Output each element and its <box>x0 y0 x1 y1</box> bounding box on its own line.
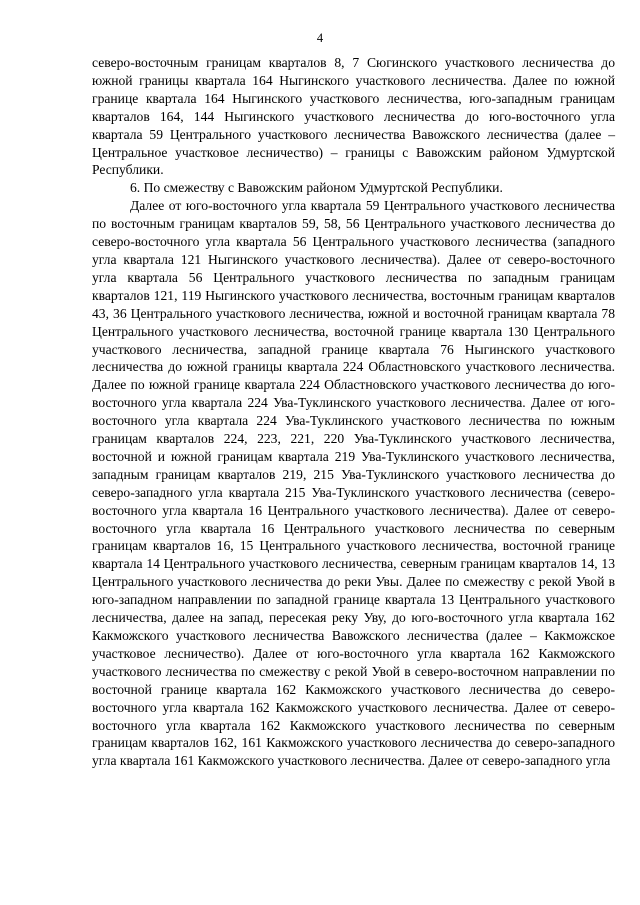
section-heading-6: 6. По смежеству с Вавожским районом Удмуртской Республики. <box>130 180 503 196</box>
paragraph-boundary-description: Далее от юго-восточного угла квартала 59 Центрального участкового лесничества по восточным границам кварталов 59, 58, 56 Центрального участкового лесничества до северо-восточного угла квартала 56 Центрального участкового лесничества (западного угла квартала 121 Ныгинского участкового лесничества). Далее от северо-восточного угла квартала 56 Центрального участкового лесничества по западным границам кварталов 121, 119 Ныгинского участкового лесничества, восточным границам кварталов 43, 36 Центрального участкового лесничества, южной и восточной границам квартала 78 Центрального участкового лесничества, восточной границе квартала 130 Центрального участкового лесничества, западной границе квартала 76 Ныгинского участкового лесничества до южной границы квартала 224 Областновского участкового лесничества. Далее по южной границе квартала 224 Областновского участкового лесничества до юго-восточного угла квартала 224 Ува-Туклинского участкового лесничества. Далее от юго-восточного угла квартала 224 Ува-Туклинского участкового лесничества по южным границам кварталов 224, 223, 221, 220 Ува-Туклинского участкового лесничества, восточной и южной границам квартала 219 Ува-Туклинского участкового лесничества, западным границам кварталов 219, 215 Ува-Туклинского участкового лесничества до северо-западного угла квартала 215 Ува-Туклинского участкового лесничества (северо-восточного угла квартала 16 Центрального участкового лесничества). Далее от северо-восточного угла квартала 16 Центрального участкового лесничества по северным границам кварталов 16, 15 Центрального участкового лесничества, восточной границе квартала 14 Центрального участкового лесничества, северным границам кварталов 14, 13 Центрального участкового лесничества до реки Увы. Далее по смежеству с рекой Увой в юго-западном направлении по западной границе квартала 13 Центрального участкового лесничества, далее на запад, пересекая реку Уву, до юго-восточного угла квартала 162 Какможского участкового лесничества Вавожского лесничества (далее – Какможское участковое лесничество). Далее от юго-восточного угла квартала 162 Какможского участкового лесничества по смежеству с рекой Увой в северо-восточном направлении по восточной границе квартала 162 Какможского участкового лесничества до северо-восточного угла квартала 162 Какможского участкового лесничества. Далее от северо-восточного угла квартала 162 Какможского участкового лесничества по северным границам кварталов 162, 161 Какможского участкового лесничества до северо-западного угла квартала 161 Какможского участкового лесничества. Далее от северо-западного угла <box>92 198 615 769</box>
document-body <box>92 54 615 770</box>
paragraph-continuation: северо-восточным границам кварталов 8, 7 Сюгинского участкового лесничества до южной границы квартала 164 Ныгинского участкового лесничества. Далее по южной границе квартала 164 Ныгинского участкового лесничества, юго-западным границам кварталов 164, 144 Ныгинского участкового лесничества до юго-восточного угла квартала 59 Центрального участкового лесничества Вавожского лесничества (далее – Центральное участковое лесничество) – границы с Вавожским районом Удмуртской Республики. <box>92 55 615 178</box>
page-number: 4 <box>316 31 324 45</box>
